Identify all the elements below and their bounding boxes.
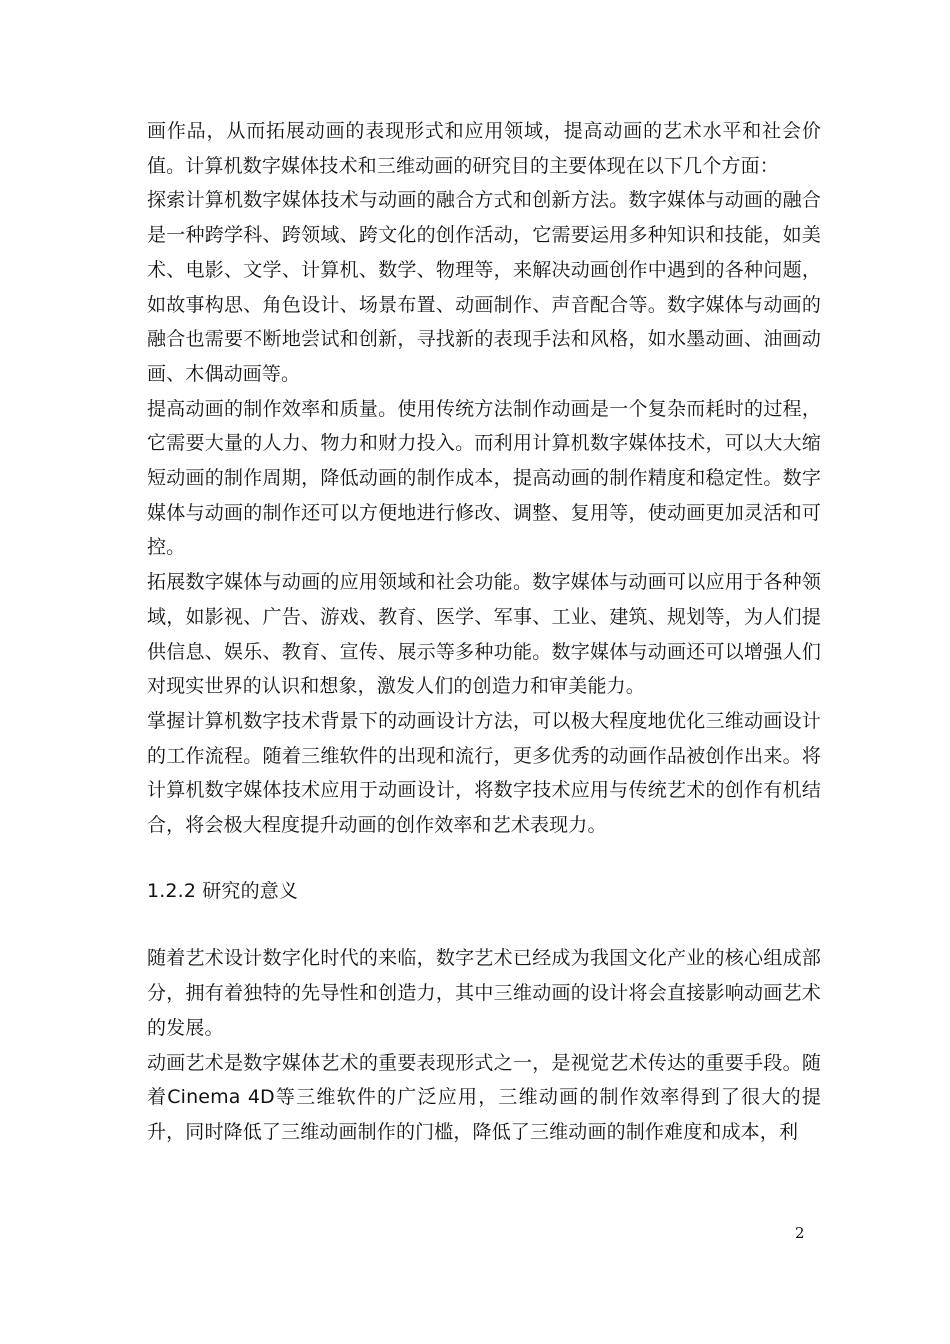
page-number: 2 bbox=[795, 1224, 805, 1242]
paragraph: 拓展数字媒体与动画的应用领域和社会功能。数字媒体与动画可以应用于各种领域，如影视、广告、游戏、教育、医学、军事、工业、建筑、规划等，为人们提供信息、娱乐、教育、宣传、展示等多种功能。数字媒体与动画还可以增强人们对现实世界的认识和想象，激发人们的创造力和审美能力。 bbox=[147, 571, 821, 698]
page-body bbox=[147, 114, 821, 1150]
paragraph: 掌握计算机数字技术背景下的动画设计方法，可以极大程度地优化三维动画设计的工作流程。随着三维软件的出现和流行，更多优秀的动画作品被创作出来。将计算机数字媒体技术应用于动画设计，将数字技术应用与传统艺术的创作有机结合，将会极大程度提升动画的创作效率和艺术表现力。 bbox=[147, 709, 821, 837]
section-heading: 1.2.2 研究的意义 bbox=[147, 879, 299, 902]
paragraph: 画作品，从而拓展动画的表现形式和应用领域，提高动画的艺术水平和社会价值。计算机数字媒体技术和三维动画的研究目的主要体现在以下几个方面： bbox=[147, 120, 821, 177]
paragraph: 动画艺术是数字媒体艺术的重要表现形式之一，是视觉艺术传达的重要手段。随着Cinema 4D等三维软件的广泛应用，三维动画的制作效率得到了很大的提升，同时降低了三维动画制作的门槛，降低了三维动画的制作难度和成本，利 bbox=[147, 1051, 821, 1143]
paragraph: 随着艺术设计数字化时代的来临，数字艺术已经成为我国文化产业的核心组成部分，拥有着独特的先导性和创造力，其中三维动画的设计将会直接影响动画艺术的发展。 bbox=[147, 947, 821, 1039]
paragraph: 探索计算机数字媒体技术与动画的融合方式和创新方法。数字媒体与动画的融合是一种跨学科、跨领域、跨文化的创作活动，它需要运用多种知识和技能，如美术、电影、文学、计算机、数学、物理等，来解决动画创作中遇到的各种问题，如故事构思、角色设计、场景布置、动画制作、声音配合等。数字媒体与动画的融合也需要不断地尝试和创新，寻找新的表现手法和风格，如水墨动画、油画动画、木偶动画等。 bbox=[147, 189, 821, 385]
paragraph: 提高动画的制作效率和质量。使用传统方法制作动画是一个复杂而耗时的过程，它需要大量的人力、物力和财力投入。而利用计算机数字媒体技术，可以大大缩短动画的制作周期，降低动画的制作成本，提高动画的制作精度和稳定性。数字媒体与动画的制作还可以方便地进行修改、调整、复用等，使动画更加灵活和可控。 bbox=[147, 397, 821, 559]
